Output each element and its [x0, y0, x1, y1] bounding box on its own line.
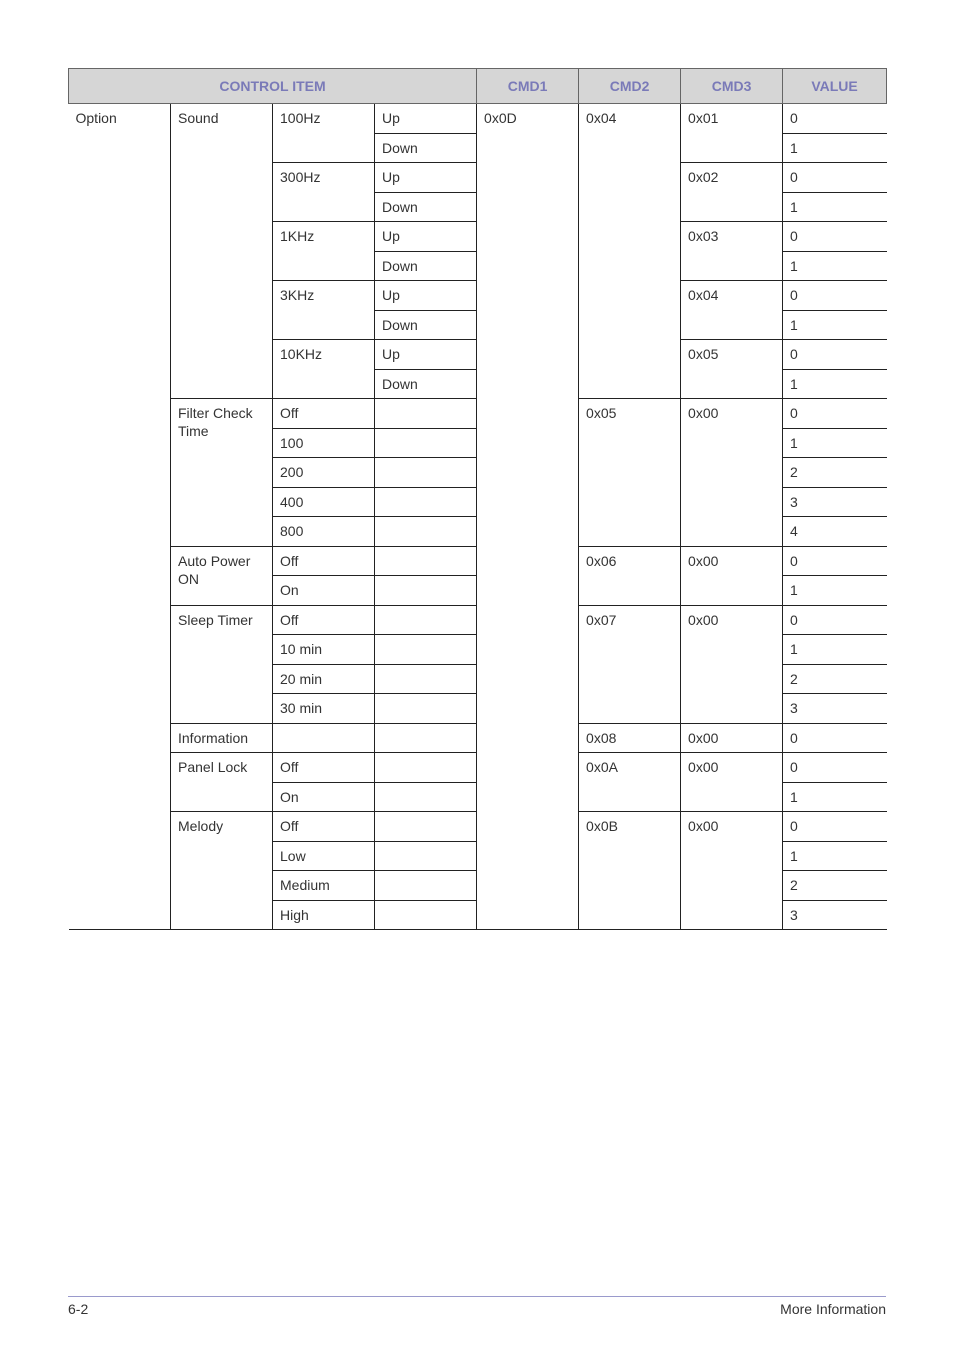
sound-band-cmd3: 0x01 [681, 104, 783, 163]
empty-cell [375, 428, 477, 458]
sound-label: Sound [171, 104, 273, 399]
value-cell: 0 [783, 340, 887, 370]
value-cell: 0 [783, 605, 887, 635]
sound-up: Up [375, 222, 477, 252]
option-cell: Option [69, 104, 171, 930]
control-command-table [68, 68, 887, 930]
header-control-item: CONTROL ITEM [69, 69, 477, 104]
value-cell: 3 [783, 694, 887, 724]
melody-label: Melody [171, 812, 273, 930]
value-cell: 1 [783, 310, 887, 340]
option-name: 100 [273, 428, 375, 458]
table-header-row [69, 69, 887, 104]
value-cell: 1 [783, 428, 887, 458]
option-name: On [273, 782, 375, 812]
value-cell: 0 [783, 281, 887, 311]
value-cell: 1 [783, 841, 887, 871]
empty-cell [273, 723, 375, 753]
panel-lock-label: Panel Lock [171, 753, 273, 812]
information-label: Information [171, 723, 273, 753]
option-name: Off [273, 546, 375, 576]
sleep-timer-cmd3: 0x00 [681, 605, 783, 723]
option-name: 400 [273, 487, 375, 517]
value-cell: 1 [783, 133, 887, 163]
filter-cmd2: 0x05 [579, 399, 681, 547]
sound-up: Up [375, 281, 477, 311]
footer-section-title: More Information [780, 1301, 886, 1317]
value-cell: 1 [783, 192, 887, 222]
sound-down: Down [375, 369, 477, 399]
empty-cell [375, 605, 477, 635]
auto-power-cmd3: 0x00 [681, 546, 783, 605]
value-cell: 0 [783, 812, 887, 842]
panel-lock-cmd2: 0x0A [579, 753, 681, 812]
header-cmd3: CMD3 [681, 69, 783, 104]
value-cell: 1 [783, 576, 887, 606]
sound-band: 1KHz [273, 222, 375, 281]
empty-cell [375, 664, 477, 694]
empty-cell [375, 635, 477, 665]
filter-cmd3: 0x00 [681, 399, 783, 547]
value-cell: 2 [783, 664, 887, 694]
sound-band-cmd3: 0x03 [681, 222, 783, 281]
header-cmd1: CMD1 [477, 69, 579, 104]
sound-down: Down [375, 133, 477, 163]
sound-band: 100Hz [273, 104, 375, 163]
sound-down: Down [375, 251, 477, 281]
value-cell: 3 [783, 900, 887, 930]
panel-lock-cmd3: 0x00 [681, 753, 783, 812]
sound-band: 10KHz [273, 340, 375, 399]
information-cmd2: 0x08 [579, 723, 681, 753]
melody-cmd2: 0x0B [579, 812, 681, 930]
sound-up: Up [375, 340, 477, 370]
option-name: On [273, 576, 375, 606]
value-cell: 0 [783, 723, 887, 753]
empty-cell [375, 458, 477, 488]
sound-down: Down [375, 310, 477, 340]
value-cell: 1 [783, 369, 887, 399]
footer-divider [68, 1296, 886, 1297]
option-name: 30 min [273, 694, 375, 724]
empty-cell [375, 487, 477, 517]
empty-cell [375, 546, 477, 576]
empty-cell [375, 871, 477, 901]
value-cell: 2 [783, 458, 887, 488]
empty-cell [375, 841, 477, 871]
value-cell: 2 [783, 871, 887, 901]
cmd1-cell: 0x0D [477, 104, 579, 930]
option-name: High [273, 900, 375, 930]
option-name: Off [273, 812, 375, 842]
auto-power-cmd2: 0x06 [579, 546, 681, 605]
sound-band-cmd3: 0x04 [681, 281, 783, 340]
sound-band-cmd3: 0x05 [681, 340, 783, 399]
empty-cell [375, 576, 477, 606]
value-cell: 4 [783, 517, 887, 547]
value-cell: 0 [783, 546, 887, 576]
auto-power-label: Auto Power ON [171, 546, 273, 605]
value-cell: 3 [783, 487, 887, 517]
sound-up: Up [375, 163, 477, 193]
option-name: Low [273, 841, 375, 871]
value-cell: 0 [783, 222, 887, 252]
option-name: Off [273, 605, 375, 635]
option-name: 20 min [273, 664, 375, 694]
table-row [69, 104, 887, 134]
sound-up: Up [375, 104, 477, 134]
value-cell: 0 [783, 753, 887, 783]
empty-cell [375, 399, 477, 429]
option-name: 800 [273, 517, 375, 547]
empty-cell [375, 812, 477, 842]
empty-cell [375, 723, 477, 753]
sound-band: 3KHz [273, 281, 375, 340]
option-name: 200 [273, 458, 375, 488]
value-cell: 0 [783, 163, 887, 193]
page-number: 6-2 [68, 1301, 89, 1317]
option-name: Off [273, 399, 375, 429]
value-cell: 1 [783, 635, 887, 665]
header-value: VALUE [783, 69, 887, 104]
melody-cmd3: 0x00 [681, 812, 783, 930]
filter-label: Filter Check Time [171, 399, 273, 547]
value-cell: 0 [783, 104, 887, 134]
value-cell: 0 [783, 399, 887, 429]
sleep-timer-cmd2: 0x07 [579, 605, 681, 723]
sound-band: 300Hz [273, 163, 375, 222]
empty-cell [375, 900, 477, 930]
option-name: Medium [273, 871, 375, 901]
information-cmd3: 0x00 [681, 723, 783, 753]
empty-cell [375, 517, 477, 547]
value-cell: 1 [783, 251, 887, 281]
header-cmd2: CMD2 [579, 69, 681, 104]
value-cell: 1 [783, 782, 887, 812]
empty-cell [375, 753, 477, 783]
sound-band-cmd3: 0x02 [681, 163, 783, 222]
empty-cell [375, 782, 477, 812]
sleep-timer-label: Sleep Timer [171, 605, 273, 723]
option-name: Off [273, 753, 375, 783]
empty-cell [375, 694, 477, 724]
sound-cmd2: 0x04 [579, 104, 681, 399]
option-name: 10 min [273, 635, 375, 665]
sound-down: Down [375, 192, 477, 222]
